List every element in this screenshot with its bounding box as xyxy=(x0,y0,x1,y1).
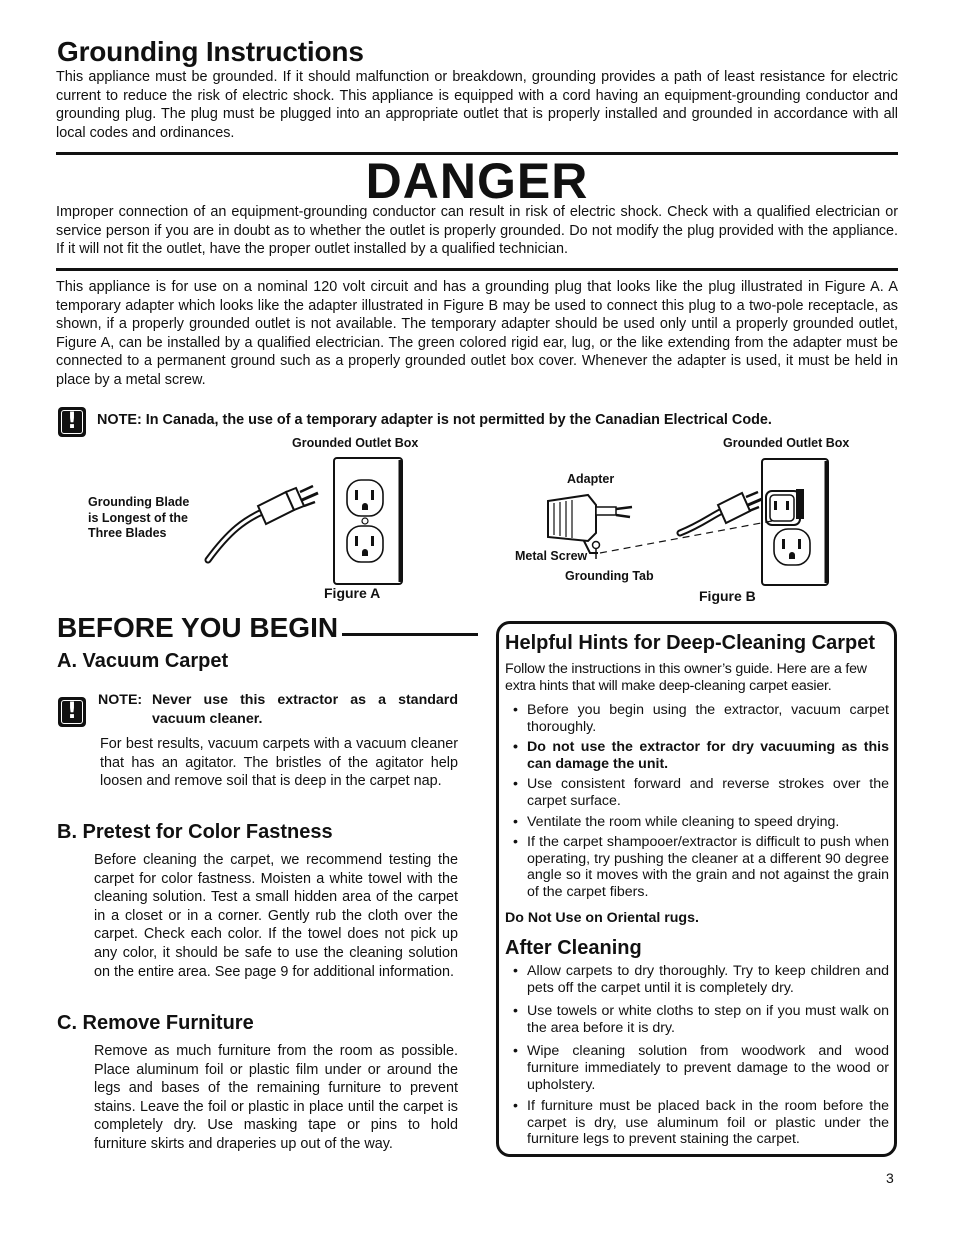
figure-b-illustration xyxy=(540,455,840,590)
note-text-2: vacuum cleaner. xyxy=(152,711,263,727)
grounding-text: This appliance must be grounded. If it should malfunction or breakdown, grounding provides a path of least resistance for electric current to reduce the risk of electric shock. This appliance is equipped with a cord having an equipment-grounding conductor and grounding plug. The plug must be plugged into an appropriate outlet that is properly installed and grounded in accordance with all local codes and ordinances. xyxy=(56,69,898,141)
list-item: • Before you begin using the extractor, vacuum carpet thoroughly. xyxy=(505,702,889,735)
after-cleaning-title: After Cleaning xyxy=(505,937,642,959)
section-b-text: Before cleaning the carpet, we recommend testing the carpet for color fastness. Moisten a white towel with the cleaning solution. Test a small hidden area of the carpet in a closet or in a corner. Gently rub the cloth over the carpet. Check each color. If the towel does not pick up any color, it should be safe to use the cleaning solution on the entire area. See page 9 for additional information. xyxy=(94,852,458,980)
list-item: • Wipe cleaning solution from woodwork and wood furniture immediately to prevent damage to the wood or upholstery. xyxy=(505,1043,889,1093)
helpful-hints-box xyxy=(496,621,897,1157)
list-item: • If furniture must be placed back in the room before the carpet is dry, use aluminum foil or plastic under the furniture legs to prevent staining the carpet. xyxy=(505,1098,889,1148)
list-item: • Use consistent forward and reverse strokes over the carpet surface. xyxy=(505,776,889,809)
section-b-heading: B. Pretest for Color Fastness xyxy=(57,821,333,843)
circuit-text: This appliance is for use on a nominal 120 volt circuit and has a grounding plug that looks like the plug illustrated in Figure A. A temporary adapter which looks like the adapter illustrated in Figure B may be used to connect this plug to a two-pole receptacle, as shown, if a properly grounded outlet is not available. The temporary adapter should be used only until a properly grounded outlet, Figure A, can be installed by a qualified electrician. The green colored rigid ear, lug, or the like extending from the adapter must be connected to a permanent ground such as a properly grounded outlet box cover. Whenever the adapter is used, it must be held in place by a metal screw. xyxy=(56,279,898,388)
danger-heading: DANGER xyxy=(365,153,589,209)
oriental-warning: Do Not Use on Oriental rugs. xyxy=(505,910,699,926)
list-item: • Do not use the extractor for dry vacuuming as this can damage the unit. xyxy=(505,739,889,772)
note-label: NOTE: xyxy=(98,692,143,708)
list-item: • Allow carpets to dry thoroughly. Try to keep children and pets off the carpet until it is completely dry. xyxy=(505,963,889,996)
page-number: 3 xyxy=(886,1170,894,1186)
list-item: • If the carpet shampooer/extractor is difficult to push when operating, try pushing the cleaner at a different 90 degree angle so it moves with the grain and not against the grain of the carpet fibers. xyxy=(505,834,889,900)
divider xyxy=(56,268,898,271)
figure-b-tab-label: Grounding Tab xyxy=(565,569,654,583)
hints-intro: Follow the instructions in this owner’s guide. Here are a few extra hints that will make deep-cleaning carpet easier. xyxy=(505,661,867,694)
section-c-text: Remove as much furniture from the room as possible. Place aluminum foil or plastic film under or around the legs and bases of the remaining furniture to prevent stains. Leave the foil or plastic in place until the carpet is completely dry. Use masking tape or pins to hold furniture skirts and draperies up out of the way. xyxy=(94,1043,458,1152)
warning-icon: ! xyxy=(58,697,86,727)
after-cleaning-list xyxy=(505,963,889,1152)
hints-title: Helpful Hints for Deep-Cleaning Carpet xyxy=(505,632,876,654)
figure-a-caption: Figure A xyxy=(324,585,381,601)
section-a-heading: A. Vacuum Carpet xyxy=(57,650,229,672)
figure-a-illustration xyxy=(200,450,410,590)
before-you-begin-title: BEFORE YOU BEGIN xyxy=(57,612,339,643)
figure-b-caption: Figure B xyxy=(699,588,756,604)
hints-list xyxy=(505,702,889,905)
figure-a-blade-label-2: is Longest of the xyxy=(88,511,188,525)
figure-b-outlet-label: Grounded Outlet Box xyxy=(723,436,850,450)
canada-note: NOTE: In Canada, the use of a temporary adapter is not permitted by the Canadian Electrical Code. xyxy=(97,412,772,428)
list-item: • Ventilate the room while cleaning to speed drying. xyxy=(505,814,889,831)
figure-b-adapter-label: Adapter xyxy=(567,472,615,486)
section-c-heading: C. Remove Furniture xyxy=(57,1012,254,1034)
note-text: Never use this extractor as a standard xyxy=(152,692,458,708)
danger-text: Improper connection of an equipment-grounding conductor can result in risk of electric shock. Check with a qualified electrician or service person if you are in doubt as to whether the outlet is properly grounded. Do not modify the plug provided with the appliance. If it will not fit the outlet, have the proper outlet installed by a qualified technician. xyxy=(56,204,898,258)
figure-a-blade-label-3: Three Blades xyxy=(88,526,167,540)
figure-a-outlet-label: Grounded Outlet Box xyxy=(292,436,419,450)
title-underline xyxy=(342,633,478,636)
vacuum-note xyxy=(98,691,458,729)
list-item: • Use towels or white cloths to step on if you must walk on the area before it is dry. xyxy=(505,1003,889,1036)
warning-icon: ! xyxy=(58,407,86,437)
section-a-text: For best results, vacuum carpets with a vacuum cleaner that has an agitator. The bristles of the agitator help loosen and remove soil that is deep in the carpet nap. xyxy=(100,736,458,790)
figure-a-blade-label-1: Grounding Blade xyxy=(88,495,190,509)
figure-b-screw-label: Metal Screw xyxy=(515,549,588,563)
page-title: Grounding Instructions xyxy=(57,36,364,67)
